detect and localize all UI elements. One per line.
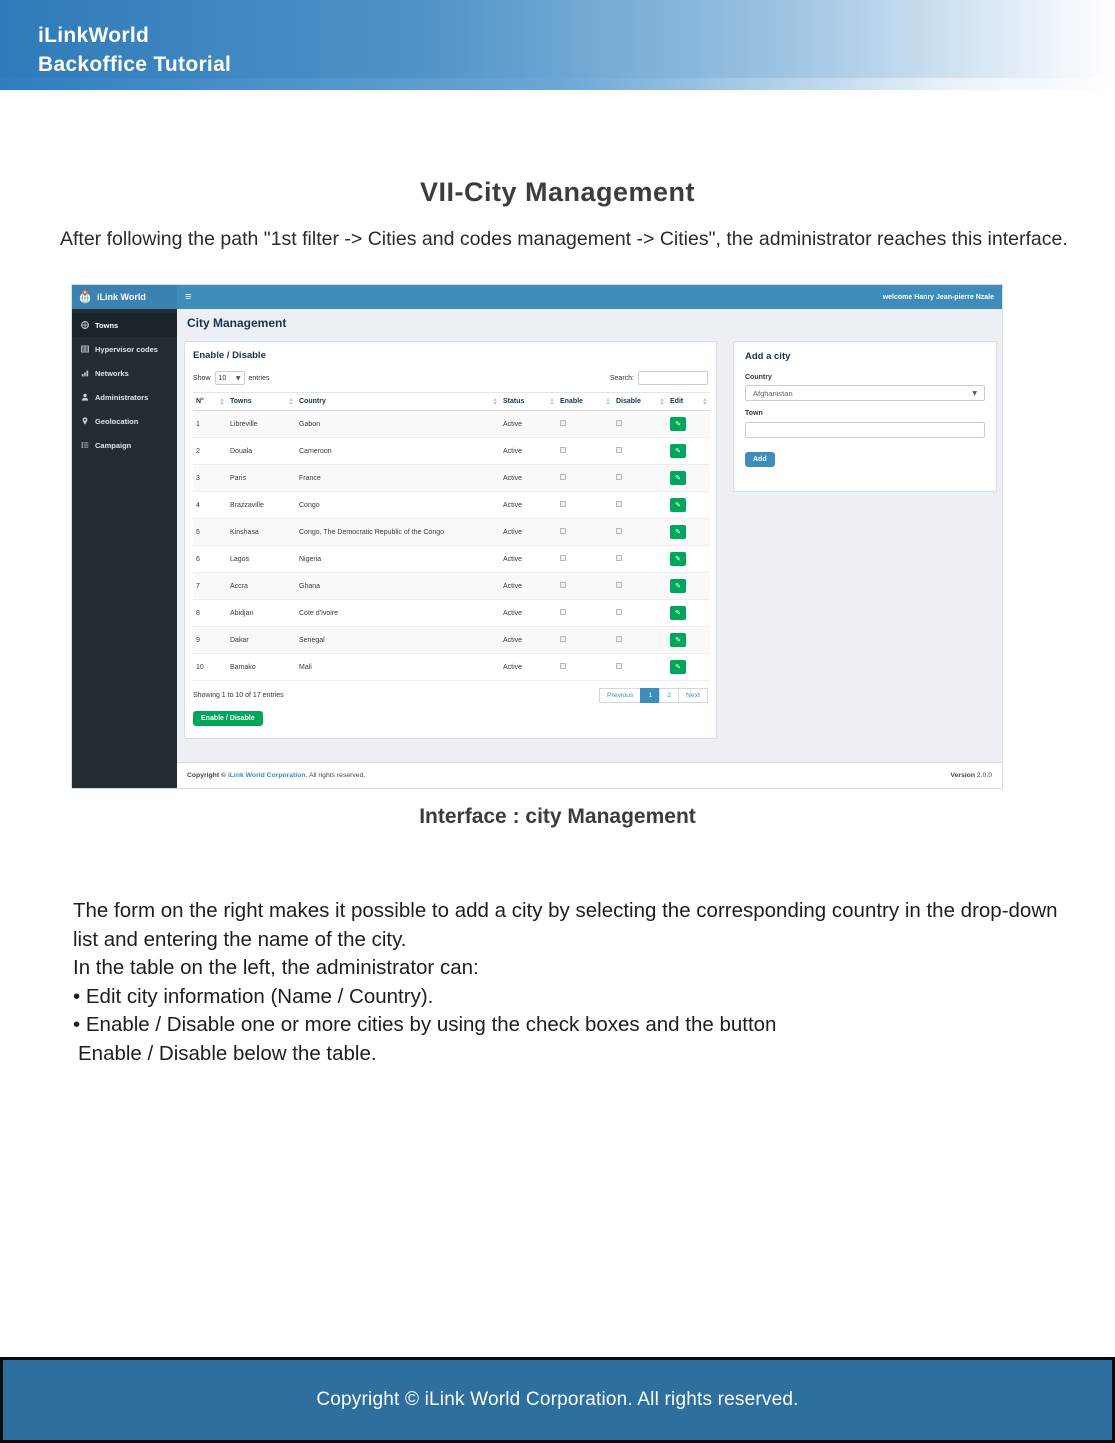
enable-checkbox[interactable] xyxy=(560,663,566,669)
table-row xyxy=(193,600,710,627)
country-select[interactable] xyxy=(745,385,985,401)
document-header xyxy=(0,0,1115,78)
sort-icon xyxy=(550,398,554,405)
cell-n: 1 xyxy=(193,411,227,438)
enable-checkbox[interactable] xyxy=(560,501,566,507)
show-label: Show xyxy=(193,374,211,382)
edit-button[interactable] xyxy=(670,660,686,674)
app-sidebar xyxy=(72,309,177,788)
pencil-icon: ✎ xyxy=(675,581,681,590)
sidebar-item-networks[interactable] xyxy=(72,361,177,385)
section-title: VII-City Management xyxy=(419,177,696,207)
town-label: Town xyxy=(745,410,763,417)
cell-status: Active xyxy=(500,600,557,627)
welcome-user[interactable]: welcome Hanry Jean-pierre Nzale xyxy=(882,293,994,301)
cities-panel xyxy=(184,341,717,739)
country-label: Country xyxy=(745,374,772,381)
cell-status: Active xyxy=(500,519,557,546)
cell-status: Active xyxy=(500,438,557,465)
cell-n: 10 xyxy=(193,654,227,681)
version-label: Version xyxy=(950,772,975,779)
search-input[interactable] xyxy=(638,371,708,385)
chevron-down-icon: ▼ xyxy=(235,374,241,382)
pencil-icon: ✎ xyxy=(675,446,681,455)
table-row xyxy=(193,573,710,600)
table-row xyxy=(193,519,710,546)
header-country[interactable]: Country xyxy=(296,393,500,411)
entries-info: Showing 1 to 10 of 17 entries xyxy=(193,692,284,699)
cell-country: Nigeria xyxy=(296,546,500,573)
body-paragraph-1: The form on the right makes it possible to add a city by selecting the corresponding country in the drop-down list and entering the name of the city. xyxy=(73,899,1058,951)
cell-n: 5 xyxy=(193,519,227,546)
sort-icon xyxy=(220,398,224,405)
chevron-down-icon: ▼ xyxy=(972,389,977,397)
edit-button[interactable] xyxy=(670,498,686,512)
cell-country: Congo xyxy=(296,492,500,519)
app-page-title: City Management xyxy=(187,316,287,330)
header-edit[interactable]: Edit xyxy=(667,393,710,411)
disable-checkbox[interactable] xyxy=(616,663,622,669)
edit-button[interactable] xyxy=(670,552,686,566)
list-icon xyxy=(81,441,89,449)
sidebar-item-hypervisor-codes[interactable] xyxy=(72,337,177,361)
cell-status: Active xyxy=(500,411,557,438)
disable-checkbox[interactable] xyxy=(616,447,622,453)
pencil-icon: ✎ xyxy=(675,473,681,482)
sidebar-label: Campaign xyxy=(95,440,132,450)
cell-country: France xyxy=(296,465,500,492)
header-n[interactable]: N° xyxy=(193,393,227,411)
pencil-icon: ✎ xyxy=(675,662,681,671)
enable-checkbox[interactable] xyxy=(560,582,566,588)
pagination-previous[interactable]: Previous xyxy=(599,688,641,703)
add-city-panel xyxy=(733,341,997,492)
cell-n: 9 xyxy=(193,627,227,654)
pagination-page-1[interactable]: 1 xyxy=(640,688,660,703)
enable-disable-button[interactable]: Enable / Disable xyxy=(193,711,263,726)
app-topbar xyxy=(72,285,1002,309)
country-selected-value: Afghanistan xyxy=(753,388,793,398)
sidebar-label: Networks xyxy=(95,368,129,378)
enable-checkbox[interactable] xyxy=(560,555,566,561)
sidebar-label: Hypervisor codes xyxy=(95,344,158,354)
disable-checkbox[interactable] xyxy=(616,420,622,426)
globe-pin-logo-icon xyxy=(78,290,92,304)
body-text xyxy=(73,897,1078,1068)
app-version xyxy=(950,772,992,779)
sidebar-item-administrators[interactable] xyxy=(72,385,177,409)
app-copyright xyxy=(187,772,365,779)
cell-country: Cote d'Ivoire xyxy=(296,600,500,627)
intro-paragraph: After following the path "1st filter -> Cities and codes management -> Cities", the administrator reaches this interface. xyxy=(60,228,1068,250)
disable-checkbox[interactable] xyxy=(616,501,622,507)
brand-line1: iLinkWorld xyxy=(38,24,150,47)
edit-button[interactable] xyxy=(670,606,686,620)
table-footer xyxy=(193,688,708,703)
search-label: Search: xyxy=(609,374,634,382)
corporation-link[interactable]: iLink World Corporation xyxy=(227,772,306,779)
app-content xyxy=(177,309,1002,762)
sidebar-label: Towns xyxy=(95,320,119,330)
header-towns[interactable]: Towns xyxy=(227,393,296,411)
cell-town: Bamako xyxy=(227,654,296,681)
cell-status: Active xyxy=(500,573,557,600)
cell-status: Active xyxy=(500,465,557,492)
app-brand: iLink World xyxy=(97,292,146,302)
pagination-page-2[interactable]: 2 xyxy=(659,688,679,703)
signal-bars-icon xyxy=(81,369,89,377)
edit-button[interactable] xyxy=(670,579,686,593)
footer-copyright: Copyright © iLink World Corporation. All rights reserved. xyxy=(316,1389,799,1410)
table-row xyxy=(193,465,710,492)
header-disable[interactable]: Disable xyxy=(613,393,667,411)
cell-status: Active xyxy=(500,492,557,519)
table-row xyxy=(193,492,710,519)
cell-town: Libreville xyxy=(227,411,296,438)
cell-n: 3 xyxy=(193,465,227,492)
header-enable[interactable]: Enable xyxy=(557,393,613,411)
panel-title: Enable / Disable xyxy=(193,350,266,361)
enable-checkbox[interactable] xyxy=(560,528,566,534)
body-paragraph-2: In the table on the left, the administrator can: xyxy=(73,956,479,979)
user-icon xyxy=(81,393,89,401)
cell-town: Abidjan xyxy=(227,600,296,627)
sort-icon xyxy=(660,398,664,405)
enable-checkbox[interactable] xyxy=(560,636,566,642)
sidebar-label: Geolocation xyxy=(95,416,139,426)
map-marker-icon xyxy=(81,417,89,425)
sidebar-item-towns[interactable] xyxy=(72,313,177,337)
copyright-suffix: . All rights reserved. xyxy=(305,772,366,779)
pencil-icon: ✎ xyxy=(675,500,681,509)
sidebar-item-campaign[interactable] xyxy=(72,433,177,457)
table-controls xyxy=(193,371,708,385)
globe-icon xyxy=(81,321,89,329)
edit-button[interactable] xyxy=(670,471,686,485)
disable-checkbox[interactable] xyxy=(616,636,622,642)
cell-country: Senegal xyxy=(296,627,500,654)
body-bullet-2: • Enable / Disable one or more cities by using the check boxes and the button xyxy=(73,1013,777,1036)
brand-line2: Backoffice Tutorial xyxy=(38,53,232,76)
pencil-icon: ✎ xyxy=(675,608,681,617)
sort-icon xyxy=(289,398,293,405)
app-screenshot xyxy=(72,285,1002,788)
sidebar-item-geolocation[interactable] xyxy=(72,409,177,433)
cell-n: 6 xyxy=(193,546,227,573)
menu-toggle-icon[interactable]: ≡ xyxy=(185,290,192,303)
pencil-icon: ✎ xyxy=(675,527,681,536)
cell-town: Kinshasa xyxy=(227,519,296,546)
pencil-icon: ✎ xyxy=(675,635,681,644)
cell-country: Congo, The Democratic Republic of the Congo xyxy=(296,519,500,546)
pagination-next[interactable]: Next xyxy=(678,688,708,703)
cell-town: Brazzaville xyxy=(227,492,296,519)
edit-button[interactable] xyxy=(670,525,686,539)
disable-checkbox[interactable] xyxy=(616,555,622,561)
app-footer xyxy=(177,762,1002,788)
cell-status: Active xyxy=(500,654,557,681)
disable-checkbox[interactable] xyxy=(616,582,622,588)
cell-country: Gabon xyxy=(296,411,500,438)
figure-caption: Interface : city Management xyxy=(419,805,696,828)
enable-checkbox[interactable] xyxy=(560,474,566,480)
copyright-prefix: Copyright © xyxy=(187,772,228,779)
cell-town: Paris xyxy=(227,465,296,492)
table-row xyxy=(193,654,710,681)
add-button[interactable]: Add xyxy=(745,452,775,467)
town-input[interactable] xyxy=(745,422,985,438)
sidebar-label: Administrators xyxy=(95,392,149,402)
header-status[interactable]: Status xyxy=(500,393,557,411)
table-icon xyxy=(81,345,89,353)
cell-country: Ghana xyxy=(296,573,500,600)
cell-status: Active xyxy=(500,627,557,654)
app-logo[interactable] xyxy=(72,285,177,309)
document-footer xyxy=(0,1357,1115,1443)
disable-checkbox[interactable] xyxy=(616,474,622,480)
sort-icon xyxy=(493,398,497,405)
cell-town: Lagos xyxy=(227,546,296,573)
cell-country: Mali xyxy=(296,654,500,681)
sort-icon xyxy=(606,398,610,405)
table-row xyxy=(193,627,710,654)
table-row xyxy=(193,546,710,573)
cell-status: Active xyxy=(500,546,557,573)
page-size-value: 10 xyxy=(218,374,227,382)
pagination xyxy=(600,688,708,703)
app-navbar xyxy=(177,285,1002,309)
table-header-row xyxy=(193,393,710,411)
body-bullet-2-continued: Enable / Disable below the table. xyxy=(78,1041,377,1065)
cell-town: Douala xyxy=(227,438,296,465)
enable-checkbox[interactable] xyxy=(560,447,566,453)
pencil-icon: ✎ xyxy=(675,419,681,428)
page-size-select[interactable] xyxy=(215,371,245,385)
entries-label: entries xyxy=(248,374,270,382)
cell-n: 7 xyxy=(193,573,227,600)
disable-checkbox[interactable] xyxy=(616,528,622,534)
cell-country: Cameroon xyxy=(296,438,500,465)
version-number: 2.0.0 xyxy=(976,772,992,779)
enable-checkbox[interactable] xyxy=(560,420,566,426)
pencil-icon: ✎ xyxy=(675,554,681,563)
edit-button[interactable] xyxy=(670,633,686,647)
table-row xyxy=(193,438,710,465)
cell-town: Accra xyxy=(227,573,296,600)
cell-n: 4 xyxy=(193,492,227,519)
add-city-title: Add a city xyxy=(745,351,791,362)
cell-n: 2 xyxy=(193,438,227,465)
edit-button[interactable] xyxy=(670,417,686,431)
sort-icon xyxy=(703,398,707,405)
enable-checkbox[interactable] xyxy=(560,609,566,615)
edit-button[interactable] xyxy=(670,444,686,458)
cities-table xyxy=(193,392,710,681)
cell-town: Dakar xyxy=(227,627,296,654)
disable-checkbox[interactable] xyxy=(616,609,622,615)
body-bullet-1: • Edit city information (Name / Country). xyxy=(73,984,434,1008)
table-row xyxy=(193,411,710,438)
cell-n: 8 xyxy=(193,600,227,627)
